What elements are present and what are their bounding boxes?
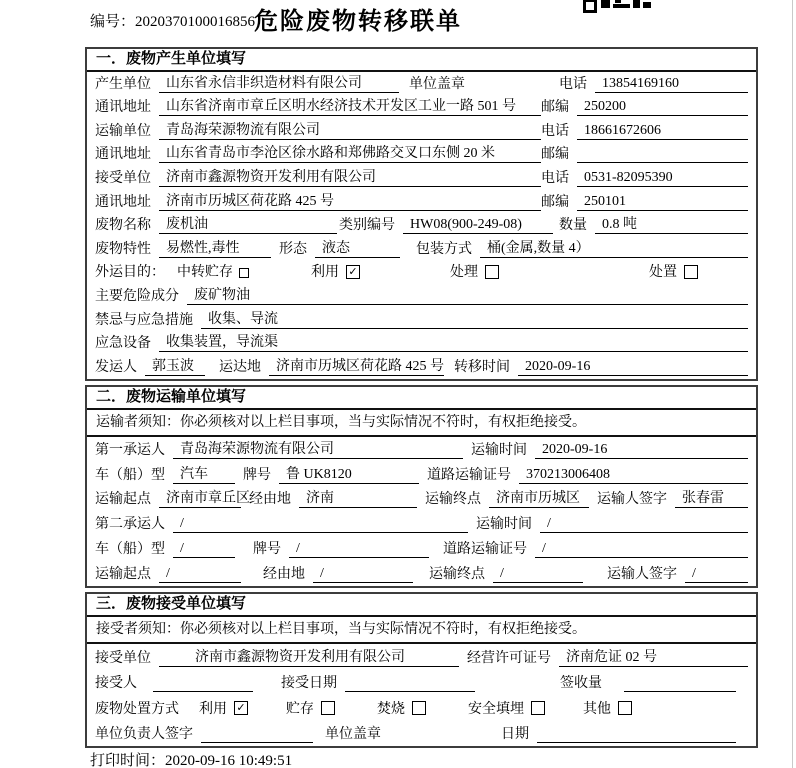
disposal-option-landfill	[468, 701, 545, 718]
purpose-label: 外运目的：	[95, 265, 165, 281]
section-transporter-title: 二．废物运输单位填写	[87, 387, 756, 410]
equipment-label: 应急设备	[95, 336, 151, 352]
section-receiver	[85, 592, 758, 748]
origin1-label: 运输起点	[95, 492, 151, 508]
option-label: 贮存	[286, 701, 314, 717]
section-producer	[85, 47, 758, 381]
emergency-equipment-row	[87, 332, 756, 356]
plate1-value: 鲁 UK8120	[279, 466, 419, 484]
via1-label: 经由地	[249, 492, 291, 508]
permit1-label: 道路运输证号	[427, 467, 511, 483]
date-label: 日期	[501, 727, 529, 742]
carrier2-value: /	[173, 515, 468, 533]
transport-time2-label: 运输时间	[476, 517, 532, 533]
sign2-value: /	[685, 565, 748, 583]
form-label: 形态	[279, 241, 307, 257]
section-producer-title: 一．废物产生单位填写	[87, 49, 756, 72]
emergency-value: 收集、导流	[201, 311, 748, 329]
receive-date-label: 接受日期	[281, 676, 337, 691]
end1-label: 运输终点	[425, 492, 481, 508]
origin1-value: 济南市章丘区	[159, 490, 241, 508]
equipment-value: 收集装置，导流渠	[159, 334, 748, 352]
empty-checkbox-icon	[239, 268, 249, 278]
receiver-value: 济南市鑫源物资开发利用有限公司	[159, 169, 541, 187]
packaging-value: 桶(金属,数量 4）	[480, 240, 748, 258]
vehicle1-value: 汽车	[173, 466, 235, 484]
print-time-line	[90, 749, 292, 768]
via1-value: 济南	[299, 490, 417, 508]
receive-date-value	[345, 674, 475, 692]
transfer-date-label: 转移时间	[454, 359, 510, 375]
disposal-label: 废物处置方式	[95, 701, 179, 717]
disposal-option-utilize	[199, 701, 248, 718]
date-value	[537, 725, 736, 743]
hazard-components-row	[87, 284, 756, 308]
emergency-label: 禁忌与应急措施	[95, 312, 193, 328]
shipper-value: 郭玉波	[145, 358, 205, 376]
carrier2-label: 第二承运人	[95, 517, 165, 533]
plate1-label: 牌号	[243, 467, 271, 483]
option-label: 处理	[450, 265, 478, 281]
plate2-label: 牌号	[253, 541, 281, 557]
hazard-label: 主要危险成分	[95, 288, 179, 304]
transport-time1-label: 运输时间	[471, 442, 527, 458]
responsible-sign-value	[201, 725, 313, 743]
license-label: 经营许可证号	[467, 650, 551, 666]
producer-label: 产生单位	[95, 76, 151, 92]
receiving-unit-label: 接受单位	[95, 650, 151, 666]
category-label: 类别编号	[339, 218, 395, 234]
purpose-option-transfer-storage	[177, 264, 249, 281]
receiver-zip-label: 邮编	[541, 194, 569, 210]
permit2-value: /	[535, 540, 748, 558]
quantity-value: 0.8 吨	[595, 216, 748, 234]
receiver-phone-label: 电话	[541, 170, 569, 186]
responsible-signature-row	[87, 721, 756, 747]
origin2-label: 运输起点	[95, 566, 151, 582]
form-value: 液态	[315, 240, 400, 258]
packaging-label: 包装方式	[416, 241, 472, 257]
receiving-unit-row	[87, 644, 756, 670]
license-value: 济南危证 02 号	[559, 649, 748, 667]
stamp-label: 单位盖章	[409, 76, 465, 92]
option-label: 利用	[311, 265, 339, 281]
option-label: 其他	[583, 701, 611, 717]
transporter-label: 运输单位	[95, 123, 151, 139]
received-qty-label: 签收量	[560, 676, 602, 691]
permit1-value: 370213006408	[519, 466, 748, 484]
receiver-zip-value: 250101	[577, 193, 748, 211]
waste-name-value: 废机油	[159, 216, 337, 234]
via2-value: /	[313, 565, 413, 583]
characteristics-label: 废物特性	[95, 241, 151, 257]
vehicle2-row	[87, 536, 756, 561]
receiver-address-value: 济南市历城区荷花路 425 号	[159, 193, 541, 211]
sign1-value: 张春雷	[675, 490, 748, 508]
vehicle1-row	[87, 462, 756, 487]
producer-address-row	[87, 96, 756, 120]
carrier1-label: 第一承运人	[95, 442, 165, 458]
producer-phone-label: 电话	[559, 76, 587, 92]
receiver-address-row	[87, 190, 756, 214]
disposal-method-row	[87, 695, 756, 721]
serial-label: 编号：	[90, 14, 136, 30]
emergency-measures-row	[87, 308, 756, 332]
producer-value: 山东省永信非织造材料有限公司	[159, 75, 399, 93]
transporter-notice: 运输者须知：你必须核对以上栏目事项，当与实际情况不符时，有权拒绝接受。	[87, 410, 756, 437]
producer-address-value: 山东省济南市章丘区明水经济技术开发区工业一路 501 号	[159, 98, 541, 116]
producer-address-label: 通讯地址	[95, 100, 151, 116]
transport-time2-value: /	[540, 515, 748, 533]
receiver-row	[87, 166, 756, 190]
transporter-phone-label: 电话	[541, 123, 569, 139]
transporter-row	[87, 119, 756, 143]
transport-time1-value: 2020-09-16	[535, 441, 748, 459]
recipient-value	[153, 674, 253, 692]
disposal-option-other	[583, 701, 632, 718]
waste-name-label: 废物名称	[95, 218, 151, 234]
purpose-option-utilize	[311, 264, 360, 281]
recipient-label: 接受人	[95, 676, 137, 691]
transporter-phone-value: 18661672606	[577, 122, 748, 140]
route1-row	[87, 487, 756, 512]
transporter-address-value: 山东省青岛市李沧区徐水路和郑佛路交叉口东侧 20 米	[159, 145, 541, 163]
transporter-address-row	[87, 143, 756, 167]
carrier1-value: 青岛海荣源物流有限公司	[173, 441, 463, 459]
empty-checkbox-icon	[618, 701, 632, 715]
vehicle1-label: 车（船）型	[95, 467, 165, 483]
empty-checkbox-icon	[684, 265, 698, 279]
route2-row	[87, 561, 756, 586]
category-value: HW08(900-249-08)	[403, 216, 553, 234]
option-label: 中转贮存	[177, 265, 233, 281]
transport-purpose-row	[87, 261, 756, 285]
transporter-zip-value	[577, 145, 748, 163]
via2-label: 经由地	[263, 566, 305, 582]
option-label: 处置	[649, 265, 677, 281]
qr-code-fragment-icon	[583, 0, 653, 9]
producer-phone-value: 13854169160	[595, 75, 748, 93]
second-carrier-row	[87, 511, 756, 536]
sign1-label: 运输人签字	[597, 492, 667, 508]
vehicle2-value: /	[173, 540, 235, 558]
serial-value: 2020370100016856	[135, 14, 256, 30]
checked-checkbox-icon	[346, 265, 360, 279]
disposal-option-storage	[286, 701, 335, 718]
unit-stamp-label: 单位盖章	[325, 727, 381, 742]
purpose-option-treat	[450, 264, 499, 281]
print-time-value: 2020-09-16 10:49:51	[165, 753, 293, 768]
sign2-label: 运输人签字	[607, 566, 677, 582]
permit2-label: 道路运输证号	[443, 541, 527, 557]
option-label: 焚烧	[377, 701, 405, 717]
producer-zip-label: 邮编	[541, 100, 569, 116]
origin2-value: /	[159, 565, 241, 583]
end2-value: /	[493, 565, 583, 583]
plate2-value: /	[289, 540, 429, 558]
first-carrier-row	[87, 437, 756, 462]
empty-checkbox-icon	[321, 701, 335, 715]
option-label: 安全填埋	[468, 701, 524, 717]
page-title: 危险废物转移联单	[254, 9, 462, 35]
hazard-value: 废矿物油	[187, 287, 748, 305]
received-qty-value	[624, 674, 736, 692]
section-receiver-title: 三．废物接受单位填写	[87, 594, 756, 617]
empty-checkbox-icon	[531, 701, 545, 715]
characteristics-value: 易燃性,毒性	[159, 240, 271, 258]
producer-zip-value: 250200	[577, 98, 748, 116]
purpose-option-dispose	[649, 264, 698, 281]
checked-checkbox-icon	[234, 701, 248, 715]
section-transporter	[85, 385, 758, 588]
vehicle2-label: 车（船）型	[95, 541, 165, 557]
receiving-unit-value: 济南市鑫源物资开发利用有限公司	[159, 649, 459, 667]
receiver-address-label: 通讯地址	[95, 194, 151, 210]
destination-label: 运达地	[219, 359, 261, 375]
shipper-row	[87, 355, 756, 379]
disposal-option-incinerate	[377, 701, 426, 718]
shipper-label: 发运人	[95, 359, 137, 375]
producer-row	[87, 72, 756, 96]
print-time-label: 打印时间：	[90, 753, 166, 768]
empty-checkbox-icon	[485, 265, 499, 279]
empty-checkbox-icon	[412, 701, 426, 715]
page-right-edge	[792, 0, 793, 768]
end1-value: 济南市历城区	[489, 490, 589, 508]
transporter-value: 青岛海荣源物流有限公司	[159, 122, 541, 140]
recipient-row	[87, 670, 756, 696]
receiver-label: 接受单位	[95, 170, 151, 186]
destination-value: 济南市历城区荷花路 425 号	[269, 358, 444, 376]
responsible-sign-label: 单位负责人签字	[95, 727, 193, 742]
receiver-notice: 接受者须知：你必须核对以上栏目事项，当与实际情况不符时，有权拒绝接受。	[87, 617, 756, 644]
transporter-address-label: 通讯地址	[95, 147, 151, 163]
end2-label: 运输终点	[429, 566, 485, 582]
quantity-label: 数量	[559, 218, 587, 234]
transporter-zip-label: 邮编	[541, 147, 569, 163]
receiver-phone-value: 0531-82095390	[577, 169, 748, 187]
option-label: 利用	[199, 701, 227, 717]
waste-characteristics-row	[87, 237, 756, 261]
transfer-date-value: 2020-09-16	[518, 358, 748, 376]
waste-name-row	[87, 214, 756, 238]
